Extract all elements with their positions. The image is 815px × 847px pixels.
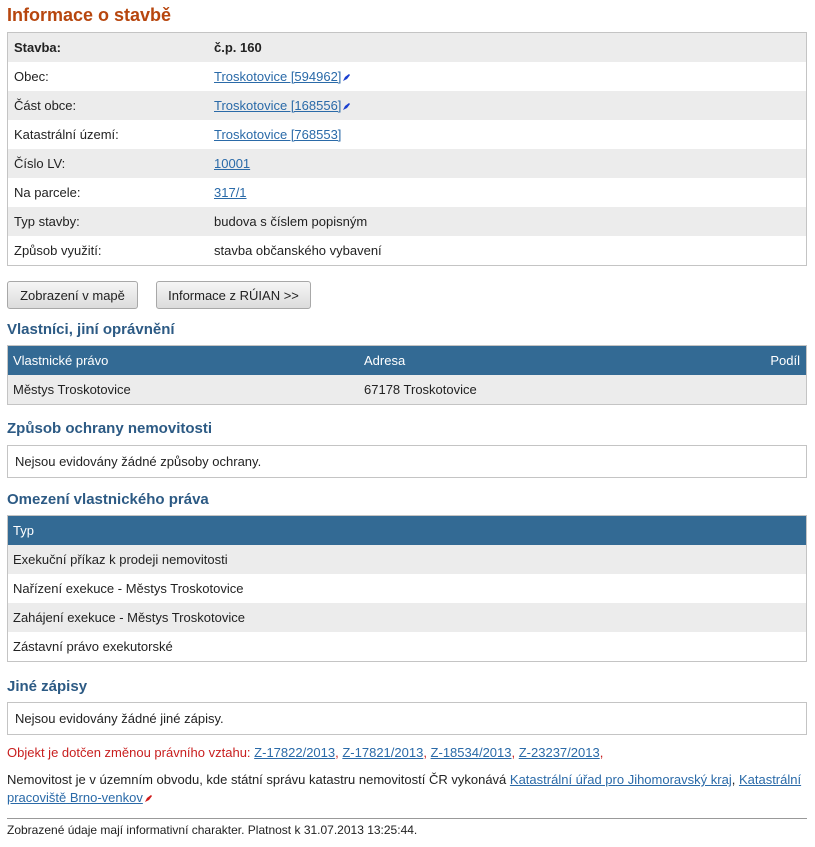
- restrictions-table: [7, 515, 807, 662]
- info-row-typ-stavby: [8, 207, 806, 236]
- regional-office-link[interactable]: Katastrální úřad pro Jihomoravský kraj: [509, 772, 732, 787]
- info-value: č.p. 160: [214, 40, 262, 55]
- info-row-cast-obce: [8, 91, 806, 120]
- table-row: [8, 632, 806, 661]
- restriction-type: Nařízení exekuce - Městys Troskotovice: [13, 581, 244, 596]
- info-row-zpusob-vyuziti: [8, 236, 806, 265]
- info-label: Typ stavby:: [14, 214, 80, 229]
- restriction-type: Zahájení exekuce - Městys Troskotovice: [13, 610, 245, 625]
- info-value: stavba občanského vybavení: [214, 243, 382, 258]
- info-label: Způsob využití:: [14, 243, 102, 258]
- info-value: [214, 156, 806, 171]
- info-value: [214, 69, 806, 84]
- info-value: [214, 98, 806, 113]
- column-header-share: Podíl: [770, 353, 800, 368]
- info-label: Číslo LV:: [14, 156, 66, 171]
- building-info-table: [7, 32, 807, 266]
- owner-address: 67178 Troskotovice: [364, 382, 477, 397]
- info-value: budova s číslem popisným: [214, 214, 368, 229]
- restriction-type: Zástavní právo exekutorské: [13, 639, 173, 654]
- branch-office-link[interactable]: Katastrální pracoviště Brno-venkov: [7, 772, 802, 805]
- change-link[interactable]: Z-23237/2013: [518, 745, 600, 760]
- table-row: [8, 545, 806, 574]
- change-link[interactable]: Z-17822/2013: [254, 745, 336, 760]
- external-link-icon[interactable]: [342, 73, 351, 82]
- column-header-address: Adresa: [364, 353, 406, 368]
- footer-divider: [7, 818, 807, 819]
- info-row-stavba: [8, 33, 806, 62]
- ruian-info-button[interactable]: Informace z RÚIAN >>: [156, 281, 311, 309]
- parcela-link[interactable]: 317/1: [214, 185, 247, 200]
- owners-table: [7, 345, 807, 405]
- other-section-title: Jiné zápisy: [7, 678, 88, 695]
- table-row: [8, 574, 806, 603]
- office-text: Nemovitost je v územním obvodu, kde státní správu katastru nemovitostí ČR vykonává: [7, 772, 507, 787]
- page-title: Informace o stavbě: [7, 5, 172, 25]
- info-label: Obec:: [14, 69, 49, 84]
- info-row-katastralni-uzemi: [8, 120, 806, 149]
- cislo-lv-link[interactable]: 10001: [214, 156, 251, 171]
- external-link-icon[interactable]: [342, 102, 351, 111]
- other-message: Nejsou evidovány žádné jiné zápisy.: [7, 702, 807, 735]
- info-row-obec: [8, 62, 806, 91]
- external-link-icon[interactable]: [144, 794, 153, 803]
- info-label: Na parcele:: [14, 185, 81, 200]
- protection-message: Nejsou evidovány žádné způsoby ochrany.: [7, 445, 807, 478]
- info-label: Stavba:: [14, 40, 61, 55]
- footer-note: Zobrazené údaje mají informativní charakter. Platnost k 31.07.2013 13:25:44.: [7, 823, 418, 837]
- show-map-button[interactable]: Zobrazení v mapě: [7, 281, 138, 309]
- owners-table-header: [8, 346, 806, 375]
- legal-change-label: Objekt je dotčen změnou právního vztahu:: [7, 745, 251, 760]
- restrictions-section-title: Omezení vlastnického práva: [7, 491, 209, 508]
- table-row: [8, 375, 806, 404]
- info-row-cislo-lv: [8, 149, 806, 178]
- change-link[interactable]: Z-17821/2013: [342, 745, 424, 760]
- column-header-type: Typ: [13, 523, 34, 538]
- owner-name: Městys Troskotovice: [13, 382, 131, 397]
- legal-change-notice: Objekt je dotčen změnou právního vztahu: Z-17822/2013, Z-17821/2013, Z-18534/2013, Z-23237/2013,: [7, 745, 604, 760]
- restrictions-table-header: [8, 516, 806, 545]
- info-label: Část obce:: [14, 98, 77, 113]
- protection-section-title: Způsob ochrany nemovitosti: [7, 420, 213, 437]
- info-value: [214, 185, 806, 200]
- office-notice: Nemovitost je v územním obvodu, kde státní správu katastru nemovitostí ČR vykonává Katastrální úřad pro Jihomoravský kraj, Katastrální pracoviště Brno-venkov: [7, 772, 802, 805]
- table-row: [8, 603, 806, 632]
- column-header-ownership: Vlastnické právo: [13, 353, 109, 368]
- restriction-type: Exekuční příkaz k prodeji nemovitosti: [13, 552, 228, 567]
- katastralni-uzemi-link[interactable]: Troskotovice [768553]: [214, 127, 342, 142]
- owners-section-title: Vlastníci, jiní oprávnění: [7, 321, 175, 338]
- info-value: [214, 127, 806, 142]
- obec-link[interactable]: Troskotovice [594962]: [214, 69, 342, 84]
- info-row-na-parcele: [8, 178, 806, 207]
- info-label: Katastrální území:: [14, 127, 119, 142]
- cast-obce-link[interactable]: Troskotovice [168556]: [214, 98, 342, 113]
- change-link[interactable]: Z-18534/2013: [430, 745, 512, 760]
